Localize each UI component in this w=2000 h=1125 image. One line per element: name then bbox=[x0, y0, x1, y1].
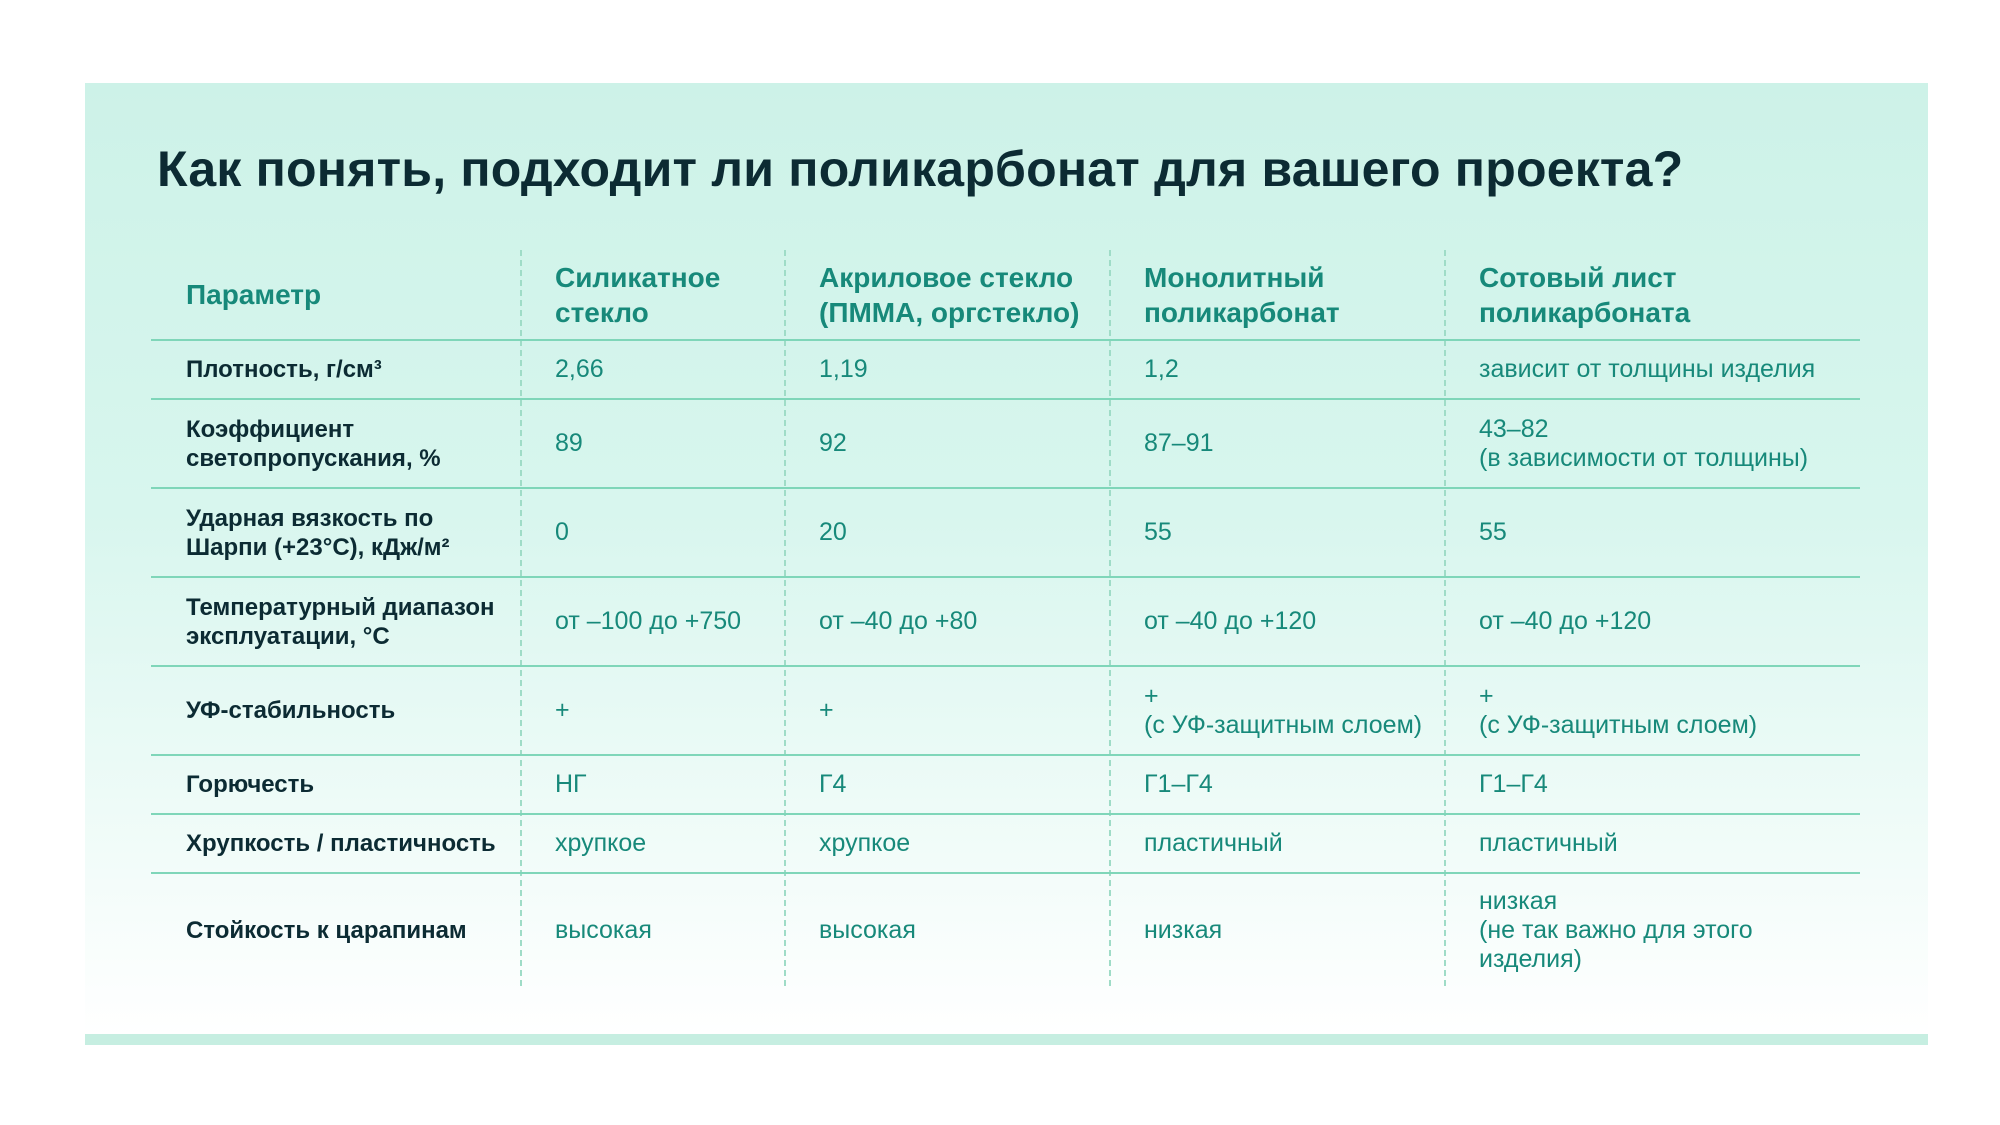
table-row bbox=[151, 756, 1860, 815]
table-cell: 1,19 bbox=[819, 355, 868, 383]
row-parameter-cell: Ударная вязкость по Шарпи (+23°С), кДж/м² bbox=[186, 504, 450, 561]
table-cell: зависит от толщины изделия bbox=[1479, 355, 1816, 383]
table-cell: 20 bbox=[819, 518, 847, 546]
table-cell: Г4 bbox=[819, 770, 847, 798]
table-cell: + bbox=[555, 696, 570, 724]
table-cell: от –40 до +120 bbox=[1144, 607, 1317, 635]
table-cell: от –100 до +750 bbox=[555, 607, 742, 635]
table-cell: от –40 до +80 bbox=[819, 607, 978, 635]
table-cell: Г1–Г4 bbox=[1144, 770, 1213, 798]
table-cell: высокая bbox=[819, 915, 916, 944]
table-cell: пластичный bbox=[1479, 829, 1618, 857]
header-cell-cellular-polycarbonate: Сотовый лист поликарбоната bbox=[1479, 261, 1691, 328]
row-parameter-cell: Горючесть bbox=[186, 771, 315, 798]
table-cell: 0 bbox=[555, 518, 569, 546]
table-cell: Г1–Г4 bbox=[1479, 770, 1548, 798]
row-parameter-cell: Температурный диапазон эксплуатации, °С bbox=[186, 593, 495, 650]
table-row bbox=[151, 667, 1860, 756]
table-cell: 2,66 bbox=[555, 355, 604, 383]
bottom-accent-bar bbox=[85, 1034, 1928, 1045]
table-cell: хрупкое bbox=[555, 829, 647, 857]
table-cell: + (с УФ-защитным слоем) bbox=[1144, 681, 1423, 739]
table-cell: хрупкое bbox=[819, 829, 911, 857]
table-cell: + bbox=[819, 696, 834, 724]
table-cell: низкая bbox=[1144, 915, 1223, 944]
table-cell: от –40 до +120 bbox=[1479, 607, 1652, 635]
table-cell: высокая bbox=[555, 915, 652, 944]
header-cell-acrylic-glass: Акриловое стекло (ПММА, оргстекло) bbox=[819, 261, 1080, 328]
row-parameter-cell: Плотность, г/см³ bbox=[186, 356, 382, 383]
table-header-row bbox=[151, 250, 1860, 341]
table-row bbox=[151, 341, 1860, 400]
row-parameter-cell: Коэффициент светопропускания, % bbox=[186, 415, 441, 472]
table-cell: + (с УФ-защитным слоем) bbox=[1479, 681, 1758, 739]
table-cell: 43–82 (в зависимости от толщины) bbox=[1479, 414, 1809, 472]
table-cell: 55 bbox=[1479, 518, 1507, 546]
table-row bbox=[151, 400, 1860, 489]
header-cell-silicate-glass: Силикатное стекло bbox=[555, 261, 721, 328]
table-cell: НГ bbox=[555, 770, 587, 798]
table-cell: 92 bbox=[819, 429, 847, 457]
table-cell: низкая (не так важно для этого изделия) bbox=[1479, 886, 1753, 973]
table-row bbox=[151, 874, 1860, 986]
row-parameter-cell: Стойкость к царапинам bbox=[186, 916, 467, 944]
table-row bbox=[151, 578, 1860, 667]
table-cell: 55 bbox=[1144, 518, 1172, 546]
header-cell-solid-polycarbonate: Монолитный поликарбонат bbox=[1144, 261, 1340, 328]
table-cell: 1,2 bbox=[1144, 355, 1179, 383]
table-row bbox=[151, 815, 1860, 874]
table-cell: пластичный bbox=[1144, 829, 1283, 857]
table-cell: 87–91 bbox=[1144, 429, 1214, 457]
table-cell: 89 bbox=[555, 429, 583, 457]
table-row bbox=[151, 489, 1860, 578]
page-title: Как понять, подходит ли поликарбонат для вашего проекта? bbox=[157, 141, 1684, 197]
comparison-table bbox=[151, 250, 1860, 986]
header-cell-parameter: Параметр bbox=[186, 279, 322, 310]
row-parameter-cell: Хрупкость / пластичность bbox=[186, 830, 496, 857]
row-parameter-cell: УФ-стабильность bbox=[186, 697, 396, 724]
